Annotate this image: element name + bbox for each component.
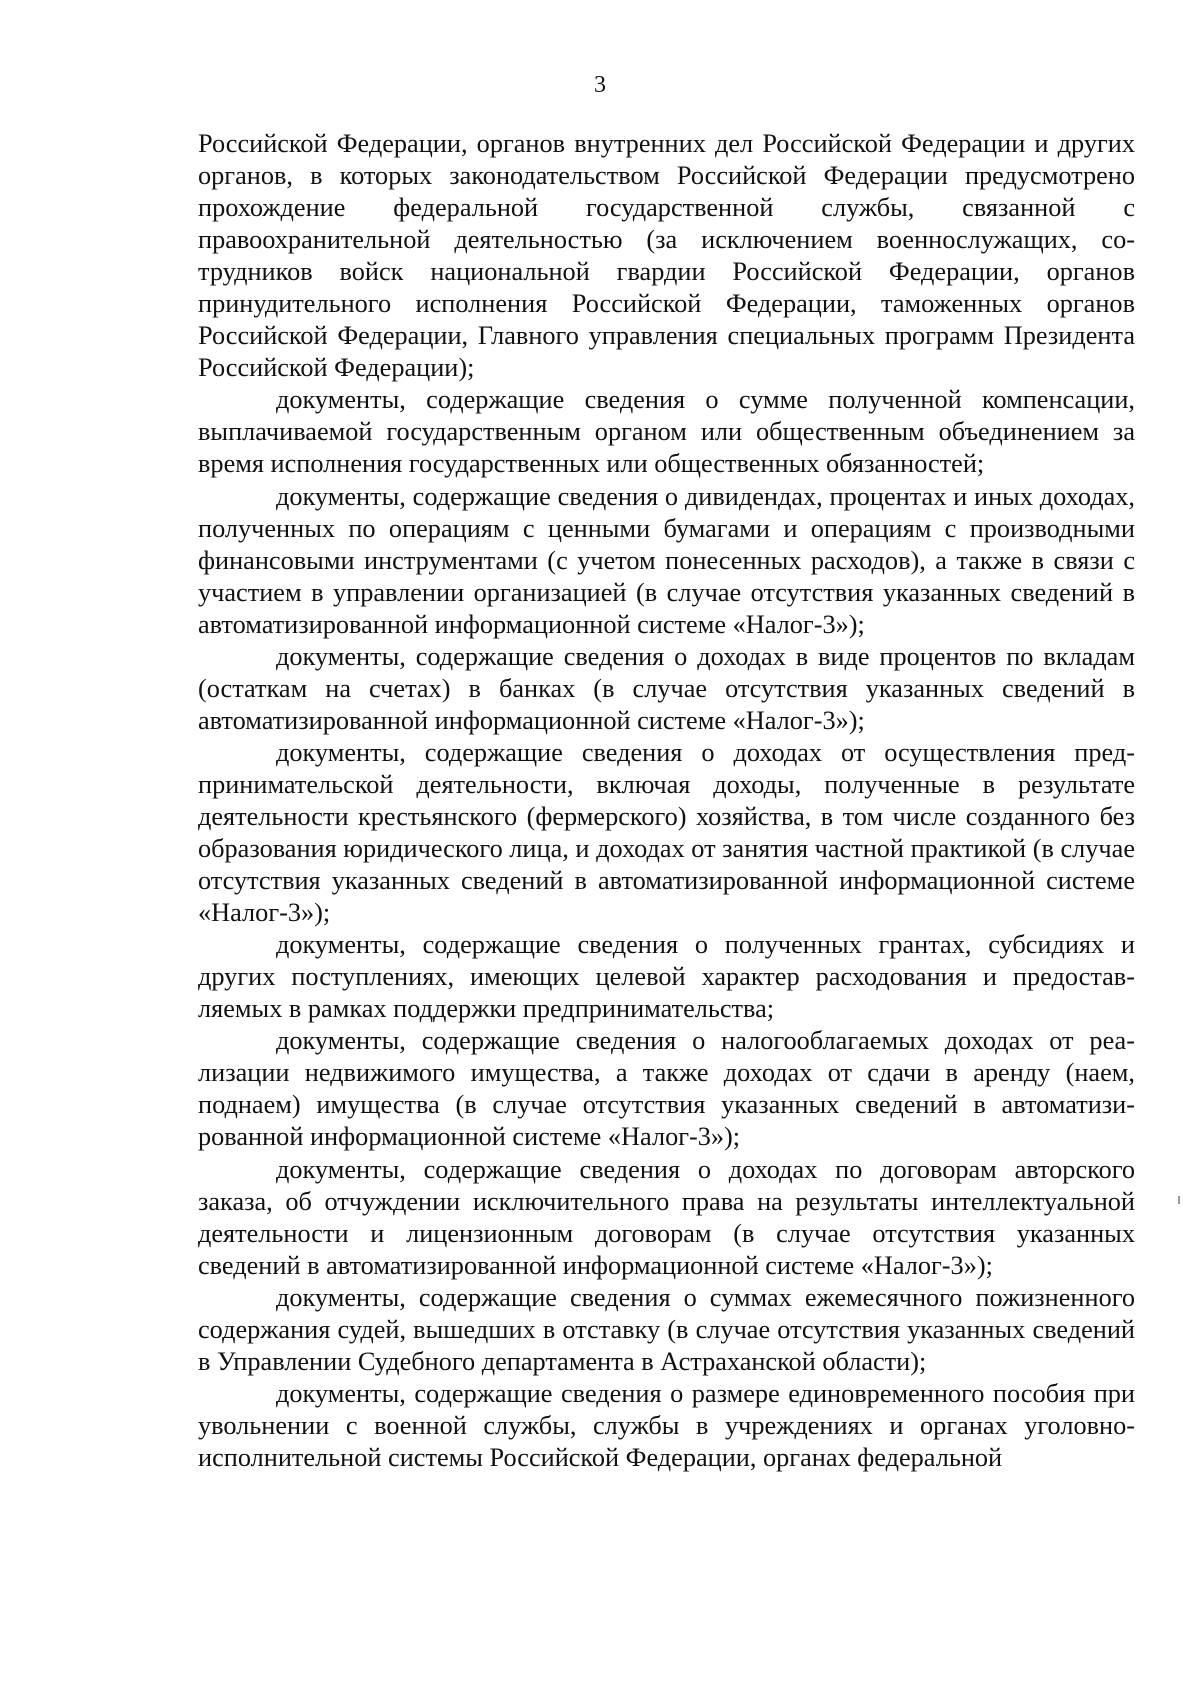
paragraph-continuation: Российской Федерации, органов внутренних дел Российской Федерации и других органов, в которых законодательством Российской Федерации предусмотрено прохождение федеральной государственной службы, связанной с правоохранительной деятельностью (за исключением военнослужащих, сотрудников войск национальной гвардии Российской Федерации, органов принудительного исполнения Российской Федерации, таможенных органов Российской Федерации, Главного управления специальных программ Президента Российской Федерации); [198,129,1135,383]
paragraph-copyright-income-documents: документы, содержащие сведения о доходах по договорам авторского заказа, об отчуждении исключительного права на результаты интеллектуальной деятельности и лицензионным договорам (в случае отсутствия указанных сведений в автоматизированной информационной системе «Налог-3»); [198,1154,1135,1280]
paragraph-severance-allowance-documents: документы, содержащие сведения о размере единовременного пособия при увольнении с военной службы, службы в учреждениях и органах уголовно-исполнительной системы Российской Федерации, органах федеральной [198,1378,1135,1472]
paragraph-real-estate-income-documents: документы, содержащие сведения о налогооблагаемых доходах от реализации недвижимого имущества, а также доходах от сдачи в аренду (наем, поднаем) имущества (в случае отсутствия указанных сведений в автоматизированной информационной системе «Налог-3»); [198,1026,1135,1152]
paragraph-grants-documents: документы, содержащие сведения о полученных грантах, субсидиях и других поступлениях, имеющих целевой характер расходования и предоставляемых в рамках поддержки предпринимательства; [198,930,1135,1024]
paragraph-compensation-documents: документы, содержащие сведения о сумме полученной компенсации, выплачиваемой государственным органом или общественным объединением за время исполнения государственных или общественных обязанностей; [198,385,1135,479]
page-number: 3 [594,72,606,98]
paragraph-judges-allowance-documents: документы, содержащие сведения о суммах ежемесячного пожизненного содержания судей, вышедших в отставку (в случае отсутствия указанных сведений в Управлении Судебного департамента в Астраханской области); [198,1282,1135,1376]
paragraph-deposit-interest-documents: документы, содержащие сведения о доходах в виде процентов по вкладам (остаткам на счетах) в банках (в случае отсутствия указанных сведений в автоматизированной информационной системе «Налог-3»); [198,641,1135,735]
document-body [198,128,1135,1474]
paragraph-dividends-documents: документы, содержащие сведения о дивидендах, процентах и иных доходах, полученных по операциям с ценными бумагами и операциям с производными финансовыми инструментами (с учетом понесенных расходов), а также в связи с участием в управлении организацией (в случае отсутствия указанных сведений в автоматизированной информационной системе «Налог-3»); [198,481,1135,639]
scan-speck [1178,1196,1180,1204]
paragraph-business-income-documents: документы, содержащие сведения о доходах от осуществления предпринимательской деятельности, включая доходы, полученные в результате деятельности крестьянского (фермерского) хозяйства, в том числе созданного без образования юридического лица, и доходах от занятия частной практикой (в случае отсутствия указанных сведений в автоматизированной информационной системе «Налог-3»); [198,737,1135,928]
